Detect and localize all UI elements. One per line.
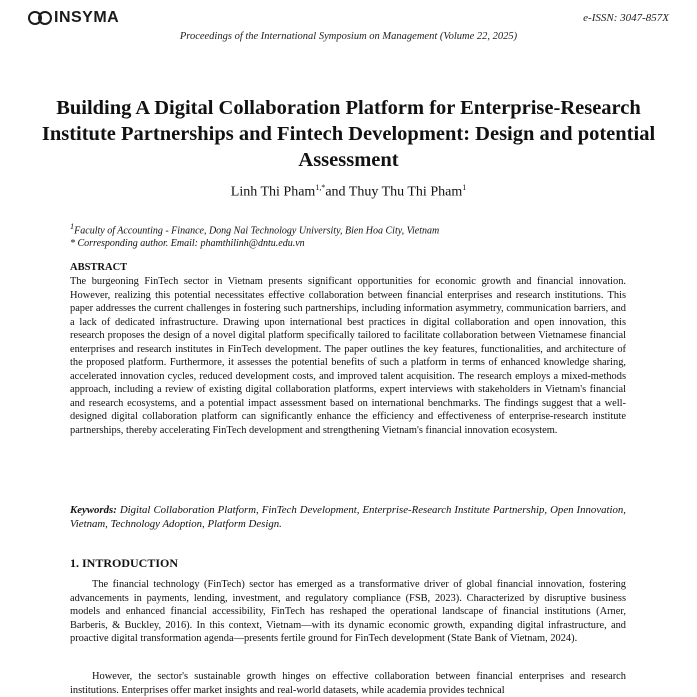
keywords	[70, 503, 626, 531]
intro-paragraph-2: However, the sector's sustainable growth hinges on effective collaboration between financial enterprises and research institutions. Enterprises offer market insights and real-world datasets, while academia provides technical	[70, 671, 626, 696]
affiliation: $^1$Faculty of Accounting - Finance, Dong Nai Technology University, Bien Hoa City, Vietnam	[70, 222, 440, 237]
author-join: and Thuy Thu Thi Pham	[325, 184, 463, 200]
section-heading-introduction: 1. INTRODUCTION	[70, 556, 179, 570]
abstract-text: The burgeoning FinTech sector in Vietnam presents significant opportunities for economic growth and financial innovation. However, realizing this potential necessitates effective collaboration between financial enterprises and research institutions. This paper addresses the current challenges in fostering such partnerships, including information asymmetry, communication barriers, and a lack of dedicated infrastructure. Drawing upon international best practices in digital collaboration and open innovation, this research proposes the design of a novel digital platform specifically tailored to facilitate collaboration between Vietnamese financial enterprises and research institutes in FinTech development. The paper outlines the key features, functionalities, and architecture of the proposed platform. Furthermore, it assesses the potential benefits of such a platform in terms of enhanced knowledge sharing, accelerated innovation cycles, reduced development costs, and improved talent acquisition. The research employs a mixed-methods approach, including a review of existing digital collaboration platforms, expert interviews with stakeholders in Vietnam's financial and research ecosystems, and a potential impact assessment based on international benchmarks. The findings suggest that a well-designed digital collaboration platform can significantly enhance the efficiency and effectiveness of enterprise-research institute partnerships, thereby accelerating FinTech development and strengthening Vietnam's financial innovation ecosystem.	[70, 276, 626, 436]
keywords-label: Keywords:	[70, 504, 117, 516]
affiliation-block	[70, 220, 439, 250]
issn: e-ISSN: 3047-857X	[583, 12, 669, 24]
keywords-text: Digital Collaboration Platform, FinTech Development, Enterprise-Research Institute Partnership, Open Innovation, Vietnam, Technology Adoption, Platform Design.	[70, 504, 627, 530]
logo-text: INSYMA	[54, 9, 120, 26]
paper-title: Building A Digital Collaboration Platform for Enterprise-Research Institute Partnerships and Fintech Development: Design and potential Assessment	[41, 97, 656, 171]
affiliation-sup: 1	[70, 222, 75, 231]
author-2-sup: 1	[462, 183, 467, 192]
author-1: Linh Thi Pham	[230, 184, 316, 200]
authors-line	[0, 183, 697, 201]
author-1-sup: 1,*	[315, 183, 326, 192]
proceedings-line: Proceedings of the International Symposium on Management (Volume 22, 2025)	[179, 31, 518, 42]
intro-paragraph-1: The financial technology (FinTech) sector has emerged as a transformative driver of global financial innovation, fostering advancements in payments, lending, investment, and regulatory compliance (FSB, 2023). Characterized by disruptive business models and enhanced financial accessibility, FinTech has reshaped the operational landscape of financial institutions (Arner, Barberis, & Buckley, 2016). In this context, Vietnam—with its dynamic economic growth, expanding digital infrastructure, and proactive digital transformation agenda—presents fertile ground for FinTech development (State Bank of Vietnam, 2024).	[70, 579, 626, 644]
logo-ring-icon	[38, 11, 52, 25]
corresponding-author: * Corresponding author. Email: phamthilinh@dntu.edu.vn	[70, 238, 305, 250]
insyma-logo	[28, 9, 119, 27]
abstract-heading: ABSTRACT	[70, 262, 128, 273]
